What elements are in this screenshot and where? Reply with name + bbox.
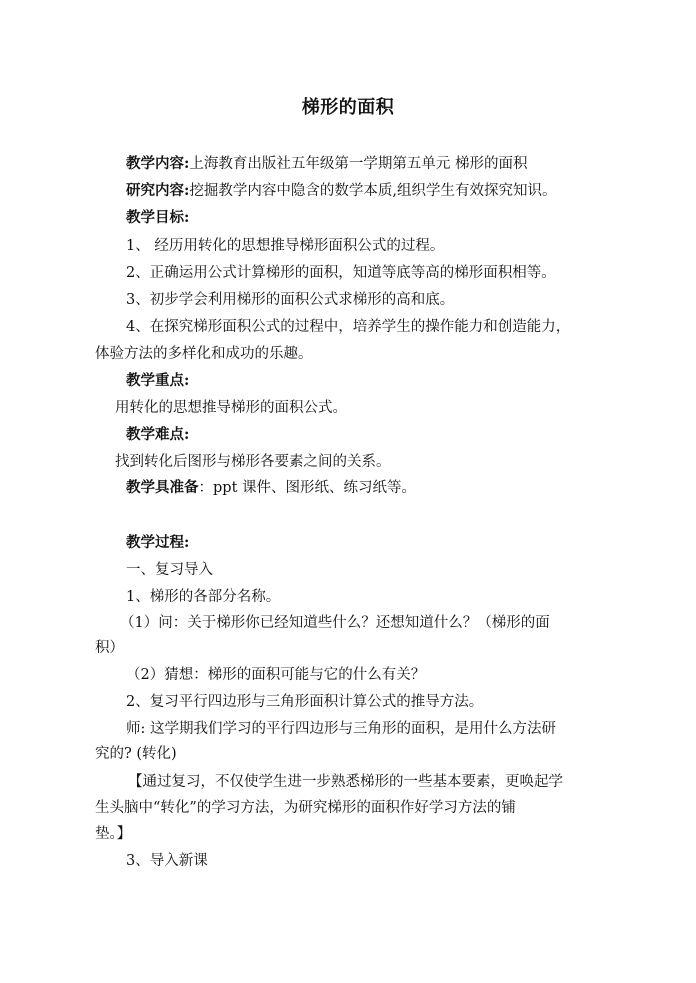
- difficulty-text: 找到转化后图形与梯形各要素之间的关系。: [115, 454, 391, 470]
- goals-label: 教学目标:: [126, 209, 190, 226]
- process-line: 2、复习平行四边形与三角形面积计算公式的推导方法。: [126, 694, 484, 710]
- process-line: 一、复习导入: [126, 562, 213, 578]
- process-note: 【通过复习，不仅使学生进一步熟悉梯形的一些基本要素，更唤起学: [128, 774, 563, 790]
- process-note-continued: 生头脑中“转化”的学习方法，为研究梯形的面积作好学习方法的铺: [95, 800, 516, 816]
- process-label: 教学过程:: [126, 534, 190, 551]
- process-line: （1）问：关于梯形你已经知道些什么？还想知道什么？（梯形的面: [120, 615, 550, 631]
- prep-line: [126, 479, 416, 497]
- process-line: 师: 这学期我们学习的平行四边形与三角形的面积，是用什么方法研: [126, 721, 556, 737]
- goal-item-continued: 体验方法的多样化和成功的乐趣。: [95, 346, 313, 362]
- prep-label: 教学具准备: [126, 479, 199, 496]
- goal-item: 3、初步学会利用梯形的面积公式求梯形的高和底。: [126, 292, 455, 308]
- key-points-label: 教学重点:: [126, 372, 190, 389]
- goal-item: 2、正确运用公式计算梯形的面积，知道等底等高的梯形面积相等。: [126, 265, 556, 281]
- process-line: 1、梯形的各部分名称。: [126, 589, 281, 605]
- research-text: 挖掘教学内容中隐含的数学本质,组织学生有效探究知识。: [189, 183, 557, 199]
- goal-item: 4、在探究梯形面积公式的过程中，培养学生的操作能力和创造能力，: [126, 319, 571, 335]
- key-points-text: 用转化的思想推导梯形的面积公式。: [115, 400, 347, 416]
- process-line-continued: 究的? (转化): [95, 746, 177, 762]
- prep-text: ：ppt 课件、图形纸、练习纸等。: [198, 480, 416, 496]
- goal-item: 1、 经历用转化的思想推导梯形面积公式的过程。: [126, 238, 445, 254]
- process-line: （2）猜想：梯形的面积可能与它的什么有关？: [126, 667, 426, 683]
- process-line: 3、导入新课: [126, 853, 208, 869]
- difficulty-label: 教学难点:: [126, 426, 190, 443]
- content-label: 教学内容:: [126, 155, 190, 172]
- process-note-continued: 垫。】: [95, 826, 132, 842]
- research-label: 研究内容:: [126, 182, 190, 199]
- content-text: 上海教育出版社五年级第一学期第五单元 梯形的面积: [189, 156, 528, 172]
- content-line: [126, 155, 527, 173]
- process-line-continued: 积）: [95, 640, 124, 656]
- research-line: [126, 182, 556, 200]
- document-title: 梯形的面积: [301, 97, 395, 118]
